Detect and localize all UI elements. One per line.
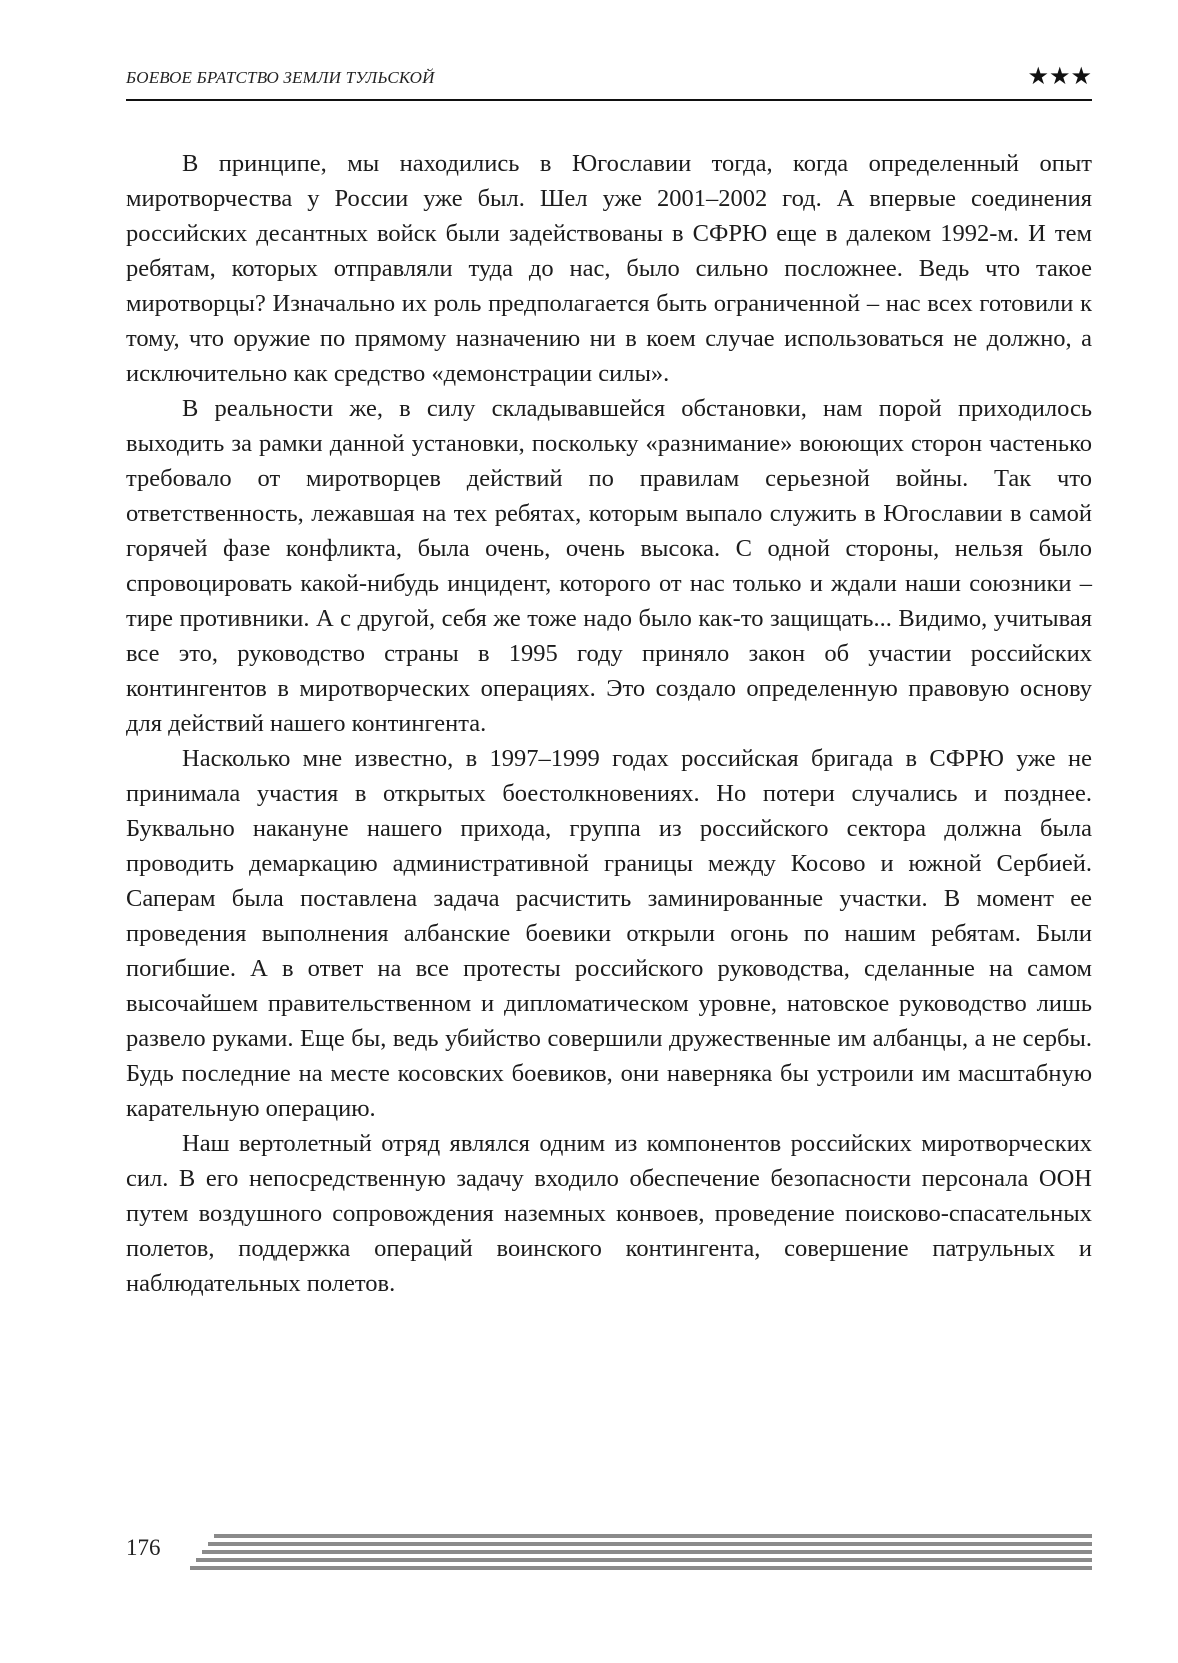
footer-stripe: [214, 1534, 1092, 1538]
footer-stripe: [190, 1566, 1092, 1570]
paragraph-1: В принципе, мы находились в Югославии тогда, когда определенный опыт миротворчества у России уже был. Шел уже 2001–2002 год. А впервые соединения российских десантных войск были задействованы в СФРЮ еще в далеком 1992-м. И тем ребятам, которых отправляли туда до нас, было сильно посложнее. Ведь что такое миротворцы? Изначально их роль предполагается быть ограниченной – нас всех готовили к тому, что оружие по прямому назначению ни в коем случае использоваться не должно, а исключительно как средство «демонстрации силы».: [126, 150, 1092, 387]
footer-stripe: [208, 1542, 1092, 1546]
paragraph-2: В реальности же, в силу складывавшейся обстановки, нам порой приходилось выходить за рамки данной установки, поскольку «разнимание» воюющих сторон частенько требовало от миротворцев действий по правилам серьезной войны. Так что ответственность, лежавшая на тех ребятах, которым выпало служить в Югославии в самой горячей фазе конфликта, была очень, очень высока. С одной стороны, нельзя было спровоцировать какой-нибудь инцидент, которого от нас только и ждали наши союзники – тире противники. А с другой, себя же тоже надо было как-то защищать... Видимо, учитывая все это, руководство страны в 1995 году приняло закон об участии российских контингентов в миротворческих операциях. Это создало определенную правовую основу для действий нашего контингента.: [126, 395, 1092, 737]
page-footer: [126, 1531, 1092, 1571]
header-divider: [126, 99, 1092, 101]
header-title: БОЕВОЕ БРАТСТВО ЗЕМЛИ ТУЛЬСКОЙ: [126, 68, 435, 87]
paragraph-3: Насколько мне известно, в 1997–1999 годах российская бригада в СФРЮ уже не принимала участия в открытых боестолкновениях. Но потери случались и позднее. Буквально накануне нашего прихода, группа из российского сектора должна была проводить демаркацию административной границы между Косово и южной Сербией. Саперам была поставлена задача расчистить заминированные участки. В момент ее проведения выполнения албанские боевики открыли огонь по нашим ребятам. Были погибшие. А в ответ на все протесты российского руководства, сделанные на самом высочайшем правительственном и дипломатическом уровне, натовское руководство лишь развело руками. Еще бы, ведь убийство совершили дружественные им албанцы, а не сербы. Будь последние на месте косовских боевиков, они наверняка бы устроили им масштабную карательную операцию.: [126, 745, 1092, 1122]
paragraph-4: Наш вертолетный отряд являлся одним из компонентов российских миротворческих сил. В его непосредственную задачу входило обеспечение безопасности персонала ООН путем воздушного сопровождения наземных конвоев, проведение поисково-спасательных полетов, поддержка операций воинского контингента, совершение патрульных и наблюдательных полетов.: [126, 1130, 1092, 1297]
stars-icon: ★★★: [1027, 62, 1092, 90]
page-number: 176: [126, 1535, 161, 1560]
footer-stripe: [202, 1550, 1092, 1554]
running-header: [126, 64, 1092, 102]
footer-stripes-ornament: [194, 1531, 1092, 1571]
main-text: [126, 146, 1092, 1301]
footer-stripe: [196, 1558, 1092, 1562]
